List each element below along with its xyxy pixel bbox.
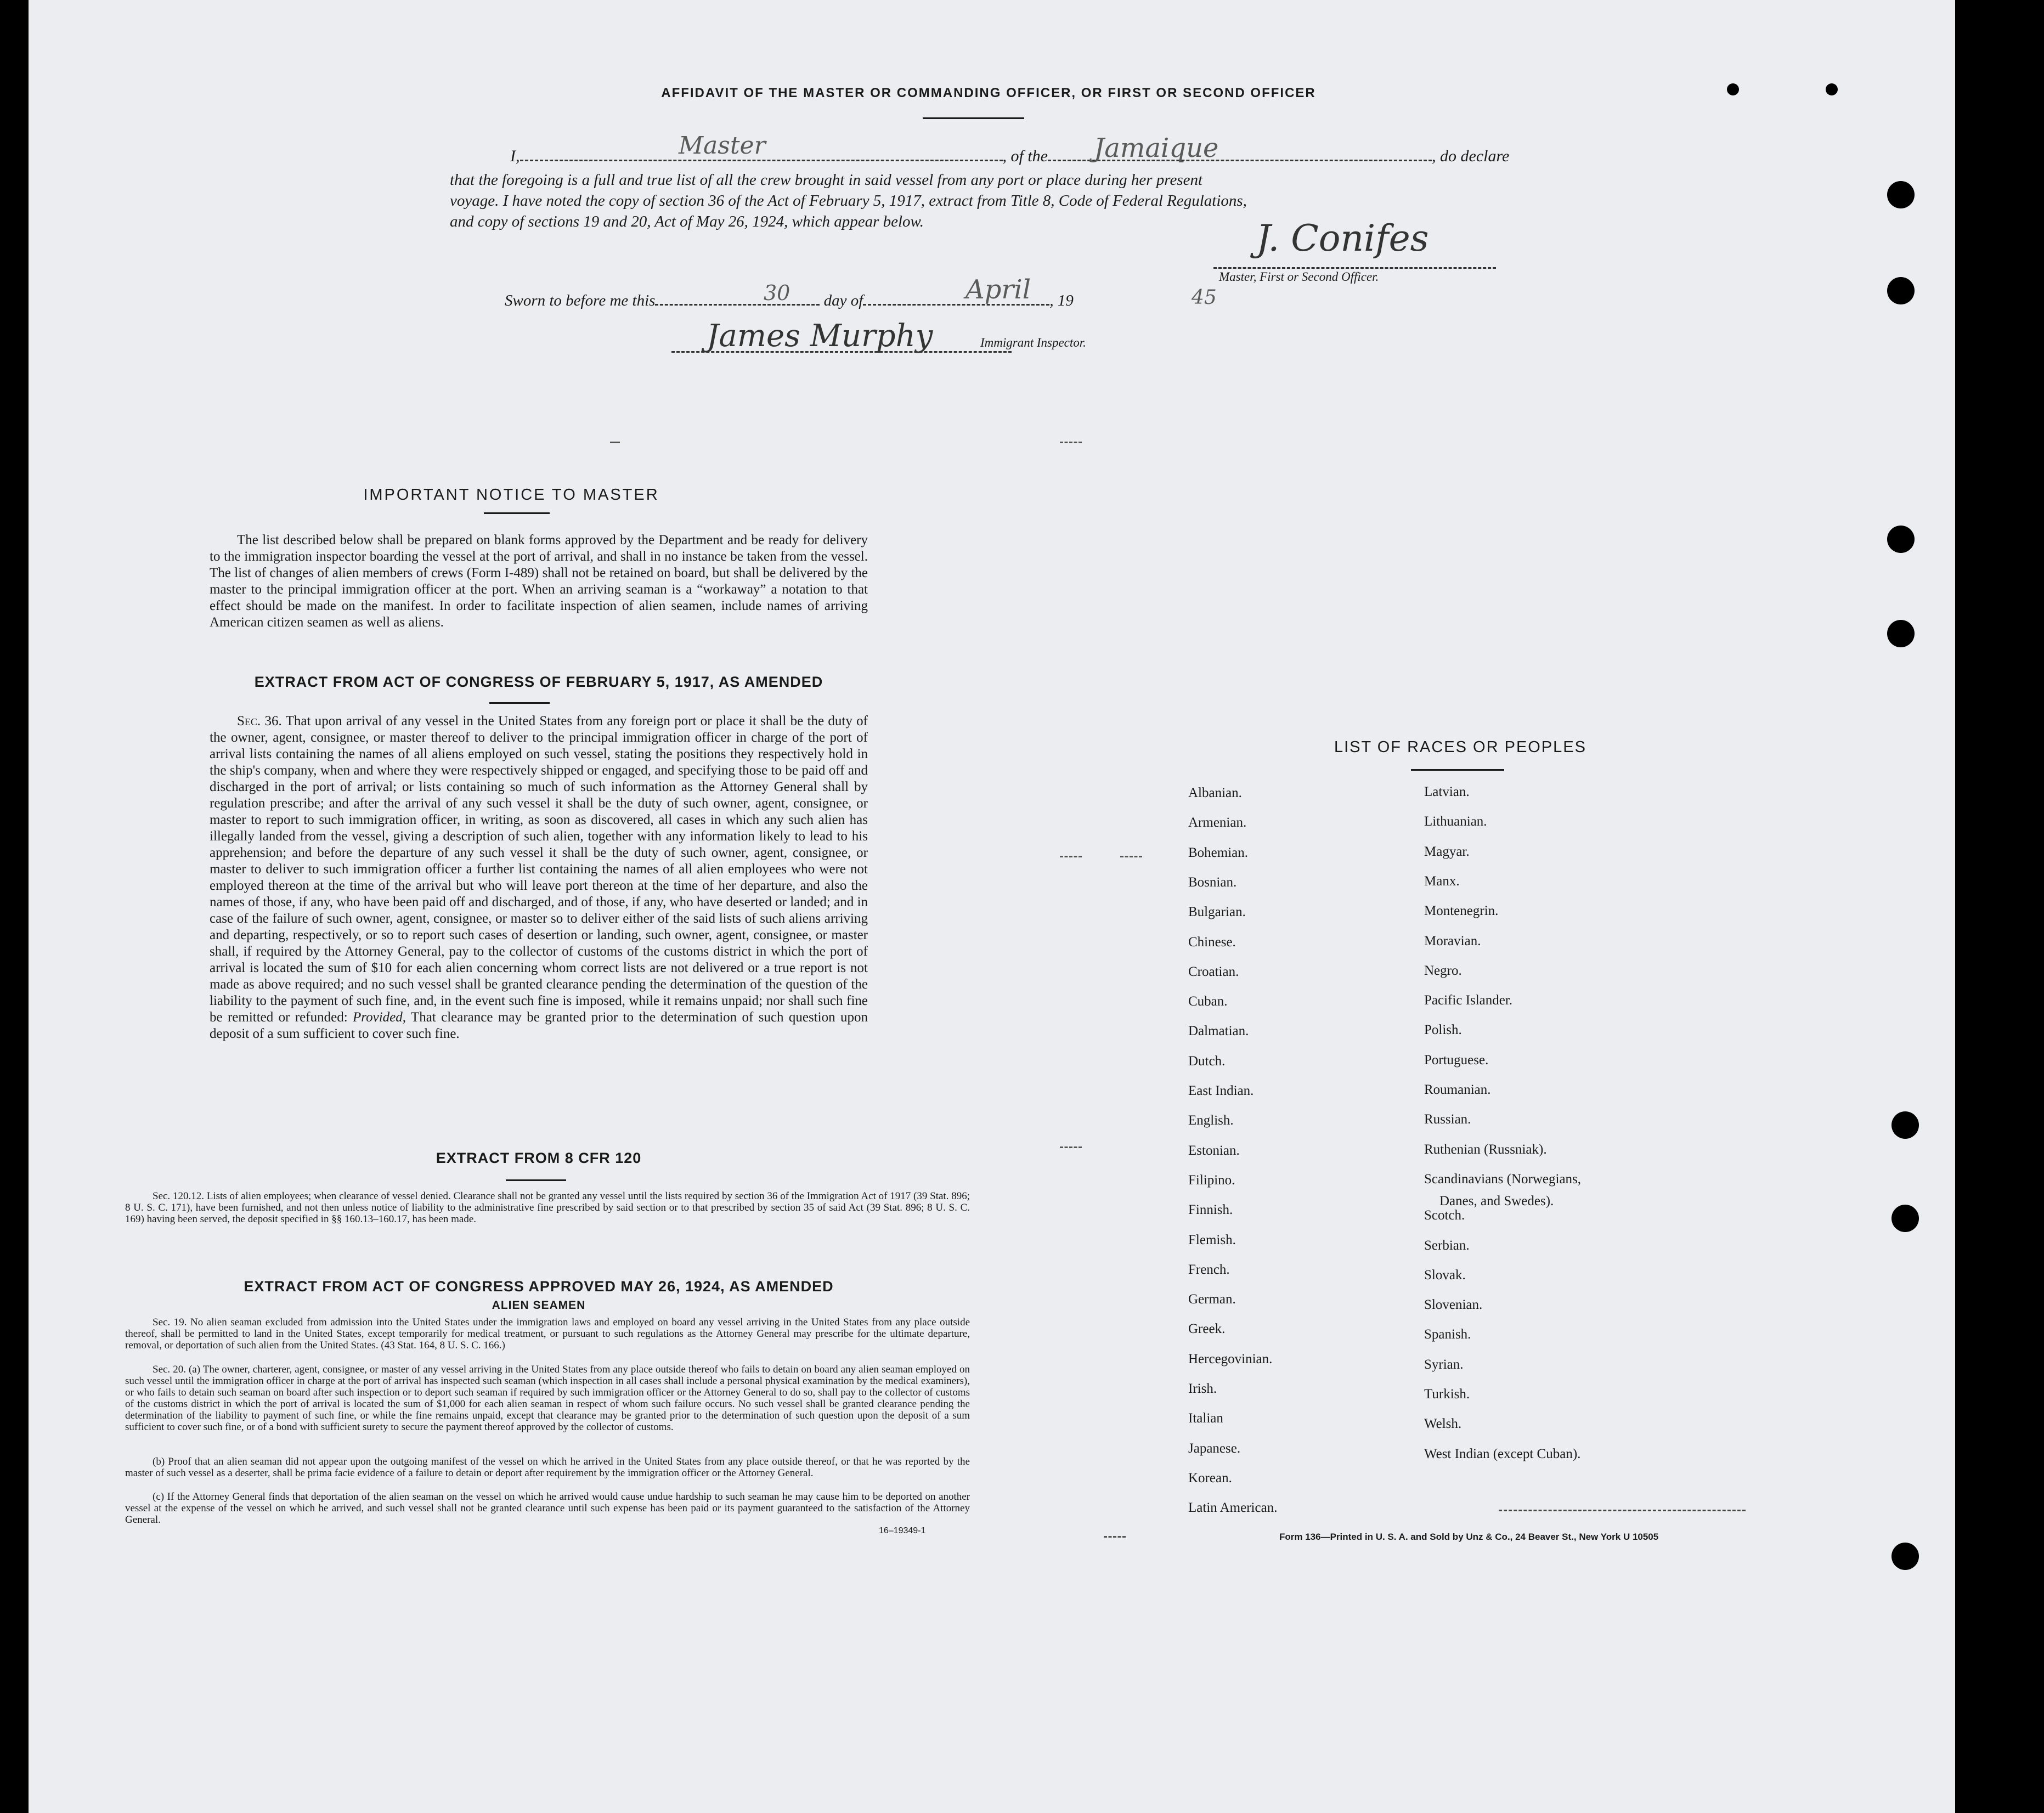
- race-item: Finnish.: [1188, 1202, 1233, 1218]
- cfr-title: EXTRACT FROM 8 CFR 120: [436, 1150, 642, 1166]
- race-item: Slovak.: [1424, 1267, 1466, 1283]
- race-item: Montenegrin.: [1424, 903, 1499, 919]
- race-item: Chinese.: [1188, 934, 1236, 950]
- stray-mark: [1120, 856, 1142, 857]
- handwritten-name: Master: [679, 132, 766, 160]
- inspector-label: Immigrant Inspector.: [980, 336, 1086, 349]
- extract-1917-title: EXTRACT FROM ACT OF CONGRESS OF FEBRUARY 5, 1917, AS AMENDED: [254, 674, 823, 690]
- declaration-line-4: and copy of sections 19 and 20, Act of May 26, 1924, which appear below.: [450, 213, 924, 230]
- stray-mark: [1104, 1536, 1126, 1538]
- punch-dot: [1727, 83, 1739, 95]
- document-page: [29, 0, 1955, 1813]
- race-item: Negro.: [1424, 963, 1462, 978]
- race-item: Ruthenian (Russniak).: [1424, 1142, 1547, 1157]
- inspector-signature: James Murphy: [707, 318, 933, 354]
- extract-1917-body: [210, 713, 868, 1042]
- handwritten-day: 30: [764, 281, 791, 305]
- race-item: Filipino.: [1188, 1172, 1235, 1188]
- race-item: Dalmatian.: [1188, 1024, 1249, 1039]
- punch-dot: [1826, 83, 1838, 95]
- notice-underline: [484, 512, 550, 514]
- race-item: German.: [1188, 1292, 1236, 1307]
- race-item: Italian: [1188, 1411, 1223, 1426]
- race-item: Bosnian.: [1188, 874, 1237, 890]
- race-item: Estonian.: [1188, 1143, 1240, 1158]
- race-item: Scandinavians (Norwegians,: [1424, 1171, 1582, 1187]
- master-label: Master, First or Second Officer.: [1219, 270, 1379, 284]
- sec-36-tail: That clearance may be granted prior to the determination of such question upon deposit of a sum sufficient to cover such fine.: [210, 1010, 868, 1041]
- sec-19-body: Sec. 19. No alien seaman excluded from admission into the United States under the immigration laws and employed on board any vessel arriving in the United States from any place outside thereof, shall be permitted to land in the United States, except temporarily for medical treatment, or pursuant to such regulations as the Attorney General may prescribe for the ultimate departure, removal, or deportation of such alien from the United States. (43 Stat. 164, 8 U. S. C. 166.): [125, 1317, 970, 1351]
- races-title: LIST OF RACES OR PEOPLES: [1334, 738, 1587, 756]
- race-item: Magyar.: [1424, 844, 1470, 859]
- declaration-line-1: [510, 147, 1542, 166]
- race-item: Latin American.: [1188, 1500, 1278, 1516]
- handwritten-vessel: Jamaique: [1094, 133, 1219, 163]
- stray-mark: [610, 442, 620, 443]
- race-item: Latvian.: [1424, 784, 1470, 799]
- form-code: 16–19349-1: [879, 1526, 926, 1535]
- declaration-line-3: voyage. I have noted the copy of section 36 of the Act of February 5, 1917, extract from Title 8, Code of Federal Regulations,: [450, 192, 1247, 210]
- cfr-underline: [506, 1179, 566, 1181]
- race-item: Turkish.: [1424, 1387, 1470, 1402]
- sec-36-label: Sec. 36.: [237, 714, 282, 728]
- printer-footer: Form 136—Printed in U. S. A. and Sold by Unz & Co., 24 Beaver St., New York U 10505: [1279, 1532, 1659, 1542]
- punch-hole: [1891, 1205, 1919, 1232]
- punch-hole: [1887, 181, 1915, 208]
- races-underline: [1411, 769, 1504, 771]
- race-item: Korean.: [1188, 1470, 1232, 1486]
- race-item: Spanish.: [1424, 1327, 1471, 1342]
- race-item: Lithuanian.: [1424, 814, 1487, 829]
- punch-hole: [1891, 1111, 1919, 1139]
- race-item: Moravian.: [1424, 933, 1481, 948]
- stray-mark: [1060, 1146, 1082, 1148]
- stray-mark: [1060, 442, 1082, 443]
- extract-1924-title: EXTRACT FROM ACT OF CONGRESS APPROVED MAY 26, 1924, AS AMENDED: [244, 1278, 834, 1295]
- race-item: Cuban.: [1188, 994, 1228, 1009]
- punch-hole: [1887, 526, 1915, 553]
- race-item: Serbian.: [1424, 1238, 1470, 1253]
- punch-hole: [1887, 277, 1915, 304]
- inspector-signature-line: [671, 351, 1012, 353]
- race-scandinavians-cont: Danes, and Swedes).: [1439, 1194, 1554, 1208]
- master-signature: J. Conifes: [1256, 217, 1429, 259]
- race-item: Syrian.: [1424, 1357, 1464, 1372]
- race-item: Pacific Islander.: [1424, 993, 1513, 1008]
- punch-hole: [1887, 620, 1915, 647]
- sec-20b-body: (b) Proof that an alien seaman did not appear upon the outgoing manifest of the vessel on which he arrived in the United States from any place outside thereof, or that he was reported by the master of such vessel as a deserter, shall be prima facie evidence of a failure to detain or deport after requirement by the immigration officer or the Attorney General.: [125, 1456, 970, 1479]
- handwritten-year: 45: [1192, 286, 1217, 309]
- declaration-of-the: , of the: [1002, 147, 1048, 165]
- race-item: Albanian.: [1188, 786, 1242, 800]
- race-item: Russian.: [1424, 1112, 1471, 1127]
- race-item: Slovenian.: [1424, 1297, 1483, 1313]
- provided-word: Provided,: [353, 1010, 406, 1025]
- declaration-declare: , do declare: [1432, 147, 1510, 165]
- race-item: French.: [1188, 1262, 1230, 1277]
- race-item: Manx.: [1424, 873, 1460, 889]
- sec-20c-body: (c) If the Attorney General finds that deportation of the alien seaman on the vessel on which he arrived would cause undue hardship to such seaman he may cause him to be deported on another vessel at the expense of the vessel on which he arrived, and such vessel shall not be granted clearance until such expense has been paid or its payment guaranteed to the satisfaction of the Attorney General.: [125, 1491, 970, 1526]
- race-item: Flemish.: [1188, 1232, 1236, 1247]
- race-item: East Indian.: [1188, 1083, 1254, 1098]
- race-item: Bohemian.: [1188, 845, 1249, 860]
- declaration-line-2: that the foregoing is a full and true list of all the crew brought in said vessel from any port or place during her present: [450, 171, 1203, 189]
- day-blank: [655, 304, 820, 306]
- race-item: Welsh.: [1424, 1416, 1462, 1432]
- race-item: Croatian.: [1188, 964, 1239, 979]
- races-end-line: [1499, 1510, 1746, 1511]
- race-item: Irish.: [1188, 1381, 1217, 1396]
- stray-mark: [1060, 856, 1082, 857]
- year-prefix: , 19: [1049, 292, 1074, 309]
- day-of-text: day of: [823, 292, 863, 309]
- extract-1917-underline: [489, 702, 550, 704]
- notice-title: IMPORTANT NOTICE TO MASTER: [363, 486, 659, 504]
- race-item: English.: [1188, 1113, 1234, 1128]
- race-item: Portuguese.: [1424, 1052, 1489, 1068]
- notice-body: The list described below shall be prepared on blank forms approved by the Department and be ready for delivery to the immigration inspector boarding the vessel at the port of arrival, and shall in no instance be taken from the vessel. The list of changes of alien members of crews (Form I-489) shall not be retained on board, but shall be delivered by the master to the principal immigration officer at the port. When an arriving seaman is a “workaway” a notation to that effect should be made on the manifest. In order to facilitate inspection of alien seamen, include names of arriving American citizen seamen as well as aliens.: [210, 533, 868, 630]
- cfr-body: Sec. 120.12. Lists of alien employees; when clearance of vessel denied. Clearance shall not be granted any vessel until the lists required by section 36 of the Immigration Act of 1917 (39 Stat. 896; 8 U. S. C. 171), have been furnished, and not then unless notice of liability to the administrative fine prescribed by said section or to that prescribed by section 35 of said Act (39 Stat. 896; 8 U. S. C. 169) having been served, the deposit specified in §§ 160.13–160.17, has been made.: [125, 1190, 970, 1225]
- punch-hole: [1891, 1543, 1919, 1570]
- declaration-i: I,: [510, 147, 520, 165]
- race-item: Scotch.: [1424, 1208, 1465, 1223]
- sworn-line: [505, 292, 1273, 310]
- name-blank: [520, 160, 1003, 161]
- race-item: Greek.: [1188, 1321, 1226, 1337]
- title-underline: [923, 117, 1024, 119]
- race-item: West Indian (except Cuban).: [1424, 1446, 1581, 1461]
- race-item: Polish.: [1424, 1023, 1462, 1038]
- handwritten-month: April: [965, 274, 1031, 305]
- affidavit-title: AFFIDAVIT OF THE MASTER OR COMMANDING OFFICER, OR FIRST OR SECOND OFFICER: [661, 86, 1316, 100]
- sec-20a-body: Sec. 20. (a) The owner, charterer, agent, consignee, or master of any vessel arriving in the United States from any place outside thereof who fails to detain on board any alien seaman employed on such vessel until the immigration officer in charge at the port of arrival has inspected such seaman (which inspection in all cases shall include a personal physical examination by the medical examiners), or who fails to detain such seaman on board after such inspection or to deport such seaman if required by such immigration officer or the Attorney General to do so, shall pay to the collector of customs of the customs district in which the port of arrival is located the sum of $1,000 for each alien seaman in respect of whom such failure occurs. No such vessel shall be granted clearance pending the determination of the liability to payment of such fine, or while the fine remains unpaid, except that clearance may be granted prior to the determination of such question upon the deposit of a sum sufficient to cover such fine, or of a bond with sufficient surety to secure the payment thereof approved by the collector of customs.: [125, 1364, 970, 1433]
- sworn-text: Sworn to before me this: [505, 292, 656, 309]
- race-item: Bulgarian.: [1188, 905, 1246, 920]
- alien-seamen-subtitle: ALIEN SEAMEN: [492, 1299, 586, 1312]
- sec-36-text: That upon arrival of any vessel in the United States from any foreign port or place it shall be the duty of the owner, agent, consignee, or master thereof to deliver to the principal immigration officer in charge of the port of arrival lists containing the names of all aliens employed on such vessel, stating the positions they respectively hold in the ship's company, when and where they were respectively shipped or engaged, and specifying those to be paid off and discharged in the port of arrival; or lists containing so much of such information as the Attorney General shall by regulation prescribe; and after the arrival of any such vessel it shall be the duty of such owner, agent, consignee, or master to report to such immigration officer, in writing, as soon as discovered, all cases in which any such alien has illegally landed from the vessel, giving a description of such alien, together with any information likely to lead to his apprehension; and before the departure of any such vessel it shall be the duty of such owner, agent, consignee, or master to deliver to such immigration officer a further list containing the names of all alien employees who were not employed thereon at the time of the arrival but who will leave port thereon at the time of her departure, and also the names of those, if any, who have been paid off and discharged, and of those, if any, who have deserted or landed; and in case of the failure of such owner, agent, consignee, or master so to deliver either of the said lists of such aliens arriving and departing, respectively, or so to report such cases of desertion or landing, such owner, agent, consignee, or master shall, if required by the Attorney General, pay to the collector of customs of the customs district in which the port of arrival is located the sum of $10 for each alien concerning whom correct lists are not delivered or a true report is not made as above required; and no such vessel shall be granted clearance pending the determination of the question of the liability to the payment of such fine, and, in the event such fine is imposed, while it remains unpaid; nor shall such fine be remitted or refunded:: [210, 714, 868, 1025]
- master-signature-line: [1213, 267, 1496, 269]
- race-item: Dutch.: [1188, 1053, 1226, 1069]
- race-item: Hercegovinian.: [1188, 1351, 1273, 1366]
- race-item: Armenian.: [1188, 815, 1247, 831]
- race-item: Roumanian.: [1424, 1082, 1491, 1097]
- race-item: Japanese.: [1188, 1441, 1241, 1456]
